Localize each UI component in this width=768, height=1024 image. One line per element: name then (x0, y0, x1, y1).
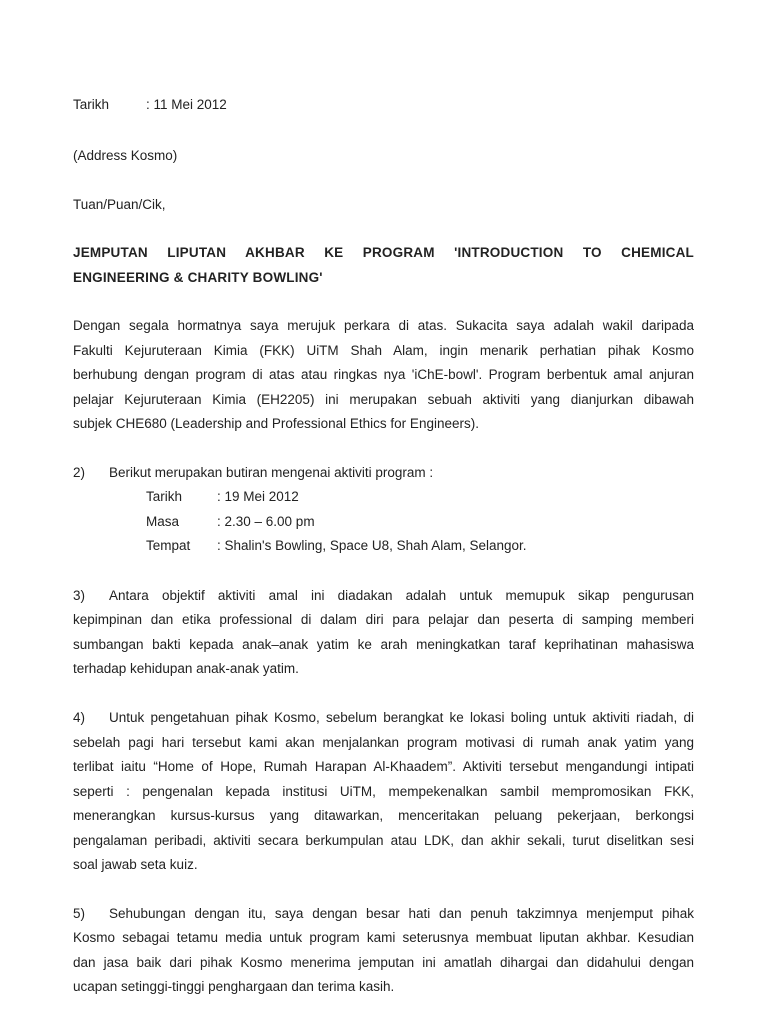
para3-line: sumbangan bakti kepada anak–anak yatim ke arah meningkatkan taraf keprihatinan mahasiswa (73, 637, 694, 652)
para5-line: Kosmo sebagai tetamu media untuk program kami seterusnya membuat liputan akhbar. Kesudian (73, 930, 694, 945)
para3-line: terhadap kehidupan anak-anak yatim. (73, 661, 299, 676)
para4-number: 4) (73, 710, 86, 725)
para4-line: soal jawab seta kuiz. (73, 857, 198, 872)
para2-intro: Berikut merupakan butiran mengenai aktiviti program : (109, 465, 434, 480)
para3-line: Antara objektif aktiviti amal ini diadakan adalah untuk memupuk sikap pengurusan (109, 588, 694, 603)
para1-line: pelajar Kejuruteraan Kimia (EH2205) ini merupakan sebuah aktiviti yang dianjurkan dibawah (73, 392, 694, 407)
para1-line: subjek CHE680 (Leadership and Professional Ethics for Engineers). (73, 416, 479, 431)
para1-line: Dengan segala hormatnya saya merujuk perkara di atas. Sukacita saya adalah wakil daripada (73, 318, 694, 333)
detail-value: : 2.30 – 6.00 pm (217, 514, 315, 529)
para1-line: berhubung dengan program di atas atau ringkas nya 'iChE-bowl'. Program berbentuk amal anjuran (73, 367, 694, 382)
para5-line: ucapan setinggi-tinggi penghargaan dan terima kasih. (73, 979, 395, 994)
para4-line: menerangkan kursus-kursus yang ditawarkan, menceritakan peluang pekerjaan, berkongsi (73, 808, 694, 823)
detail-label: Masa (146, 514, 180, 529)
para4-first-line (73, 710, 694, 725)
para2-number: 2) (73, 465, 86, 480)
date-label: Tarikh (73, 97, 110, 112)
recipient-address: (Address Kosmo) (73, 148, 178, 163)
para5-line: Sehubungan dengan itu, saya dengan besar hati dan penuh takzimnya menjemput pihak (109, 906, 694, 921)
para4-line: Untuk pengetahuan pihak Kosmo, sebelum berangkat ke lokasi boling untuk aktiviti riadah, di (109, 710, 694, 725)
para2-intro-line (73, 465, 433, 480)
detail-value: : Shalin's Bowling, Space U8, Shah Alam, Selangor. (217, 538, 527, 553)
para4-line: seperti : pengenalan kepada institusi UiTM, mempekenalkan sambil mempromosikan FKK, (73, 784, 694, 799)
para5-line: dan jasa baik dari pihak Kosmo menerima jemputan ini amatlah dihargai dan didahului dengan (73, 955, 694, 970)
date-value: : 11 Mei 2012 (146, 97, 227, 112)
salutation: Tuan/Puan/Cik, (73, 197, 166, 212)
para4-line: terlibat iaitu “Home of Hope, Rumah Harapan Al-Khaadem”. Aktiviti tersebut mengandungi intipati (73, 759, 694, 774)
detail-label: Tempat (146, 538, 191, 553)
subject-line-1: JEMPUTAN LIPUTAN AKHBAR KE PROGRAM 'INTRODUCTION TO CHEMICAL (73, 245, 694, 260)
date-line (73, 97, 227, 112)
detail-label: Tarikh (146, 489, 183, 504)
para4-line: sebelah pagi hari tersebut kami akan menjalankan program motivasi di rumah anak yatim yang (73, 735, 694, 750)
para5-number: 5) (73, 906, 86, 921)
para5-first-line (73, 906, 694, 921)
para4-line: pengalaman peribadi, aktiviti secara berkumpulan atau LDK, dan akhir sekali, turut diselitkan sesi (73, 833, 694, 848)
para3-number: 3) (73, 588, 86, 603)
detail-value: : 19 Mei 2012 (217, 489, 299, 504)
para3-line: kepimpinan dan etika professional di dalam diri para pelajar dan peserta di samping memberi (73, 612, 694, 627)
para3-first-line (73, 588, 694, 603)
para1-line: Fakulti Kejuruteraan Kimia (FKK) UiTM Shah Alam, ingin menarik perhatian pihak Kosmo (73, 343, 694, 358)
subject-line-2: ENGINEERING & CHARITY BOWLING' (73, 270, 323, 285)
